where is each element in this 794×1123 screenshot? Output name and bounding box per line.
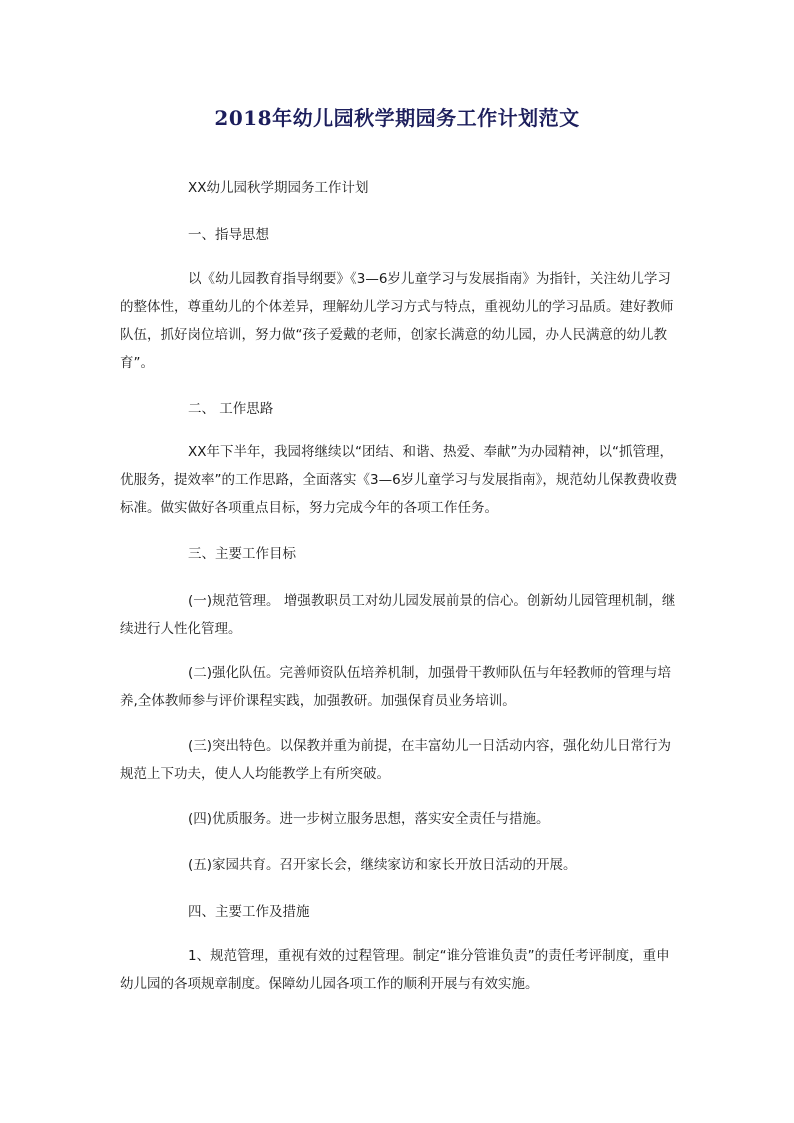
document-title: 2018年幼儿园秋学期园务工作计划范文 (214, 106, 580, 130)
goal-item-team: (二)强化队伍。完善师资队伍培养机制，加强骨干教师队伍与年轻教师的管理与培养,全体教师参与评价课程实践，加强教研。加强保育员业务培训。 (120, 665, 672, 709)
section-heading-measures: 四、主要工作及措施 (188, 904, 310, 920)
goal-item-management: (一)规范管理。 增强教职员工对幼儿园发展前景的信心。创新幼儿园管理机制，继续进行人性化管理。 (120, 593, 676, 637)
section-heading-approach: 二、 工作思路 (188, 401, 274, 417)
goal-item-features: (三)突出特色。以保教并重为前提，在丰富幼儿一日活动内容，强化幼儿日常行为规范上下功夫，使人人均能教学上有所突破。 (120, 738, 672, 782)
goal-item-home-school: (五)家园共育。召开家长会，继续家访和家长开放日活动的开展。 (188, 857, 577, 873)
paragraph-guiding: 以《幼儿园教育指导纲要》《3—6岁儿童学习与发展指南》为指针，关注幼儿学习的整体性，尊重幼儿的个体差异，理解幼儿学习方式与特点，重视幼儿的学习品质。建好教师队伍，抓好岗位培训，努力做“孩子爱戴的老师，创家长满意的幼儿园，办人民满意的幼儿教育”。 (120, 271, 674, 371)
measure-item-management: 1、规范管理，重视有效的过程管理。制定“谁分管谁负责”的责任考评制度，重申幼儿园的各项规章制度。保障幼儿园各项工作的顺利开展与有效实施。 (120, 948, 670, 992)
section-heading-guiding: 一、指导思想 (188, 227, 269, 243)
goal-item-service: (四)优质服务。进一步树立服务思想，落实安全责任与措施。 (188, 811, 550, 827)
paragraph-approach: XX年下半年，我园将继续以“团结、和谐、热爱、奉献”为办园精神，以“抓管理，优服务，提效率”的工作思路，全面落实《3—6岁儿童学习与发展指南》，规范幼儿保教费收费标准。做实做好各项重点目标，努力完成今年的各项工作任务。 (120, 444, 678, 516)
section-heading-goals: 三、主要工作目标 (188, 546, 296, 562)
plan-subtitle: XX幼儿园秋学期园务工作计划 (188, 180, 369, 196)
